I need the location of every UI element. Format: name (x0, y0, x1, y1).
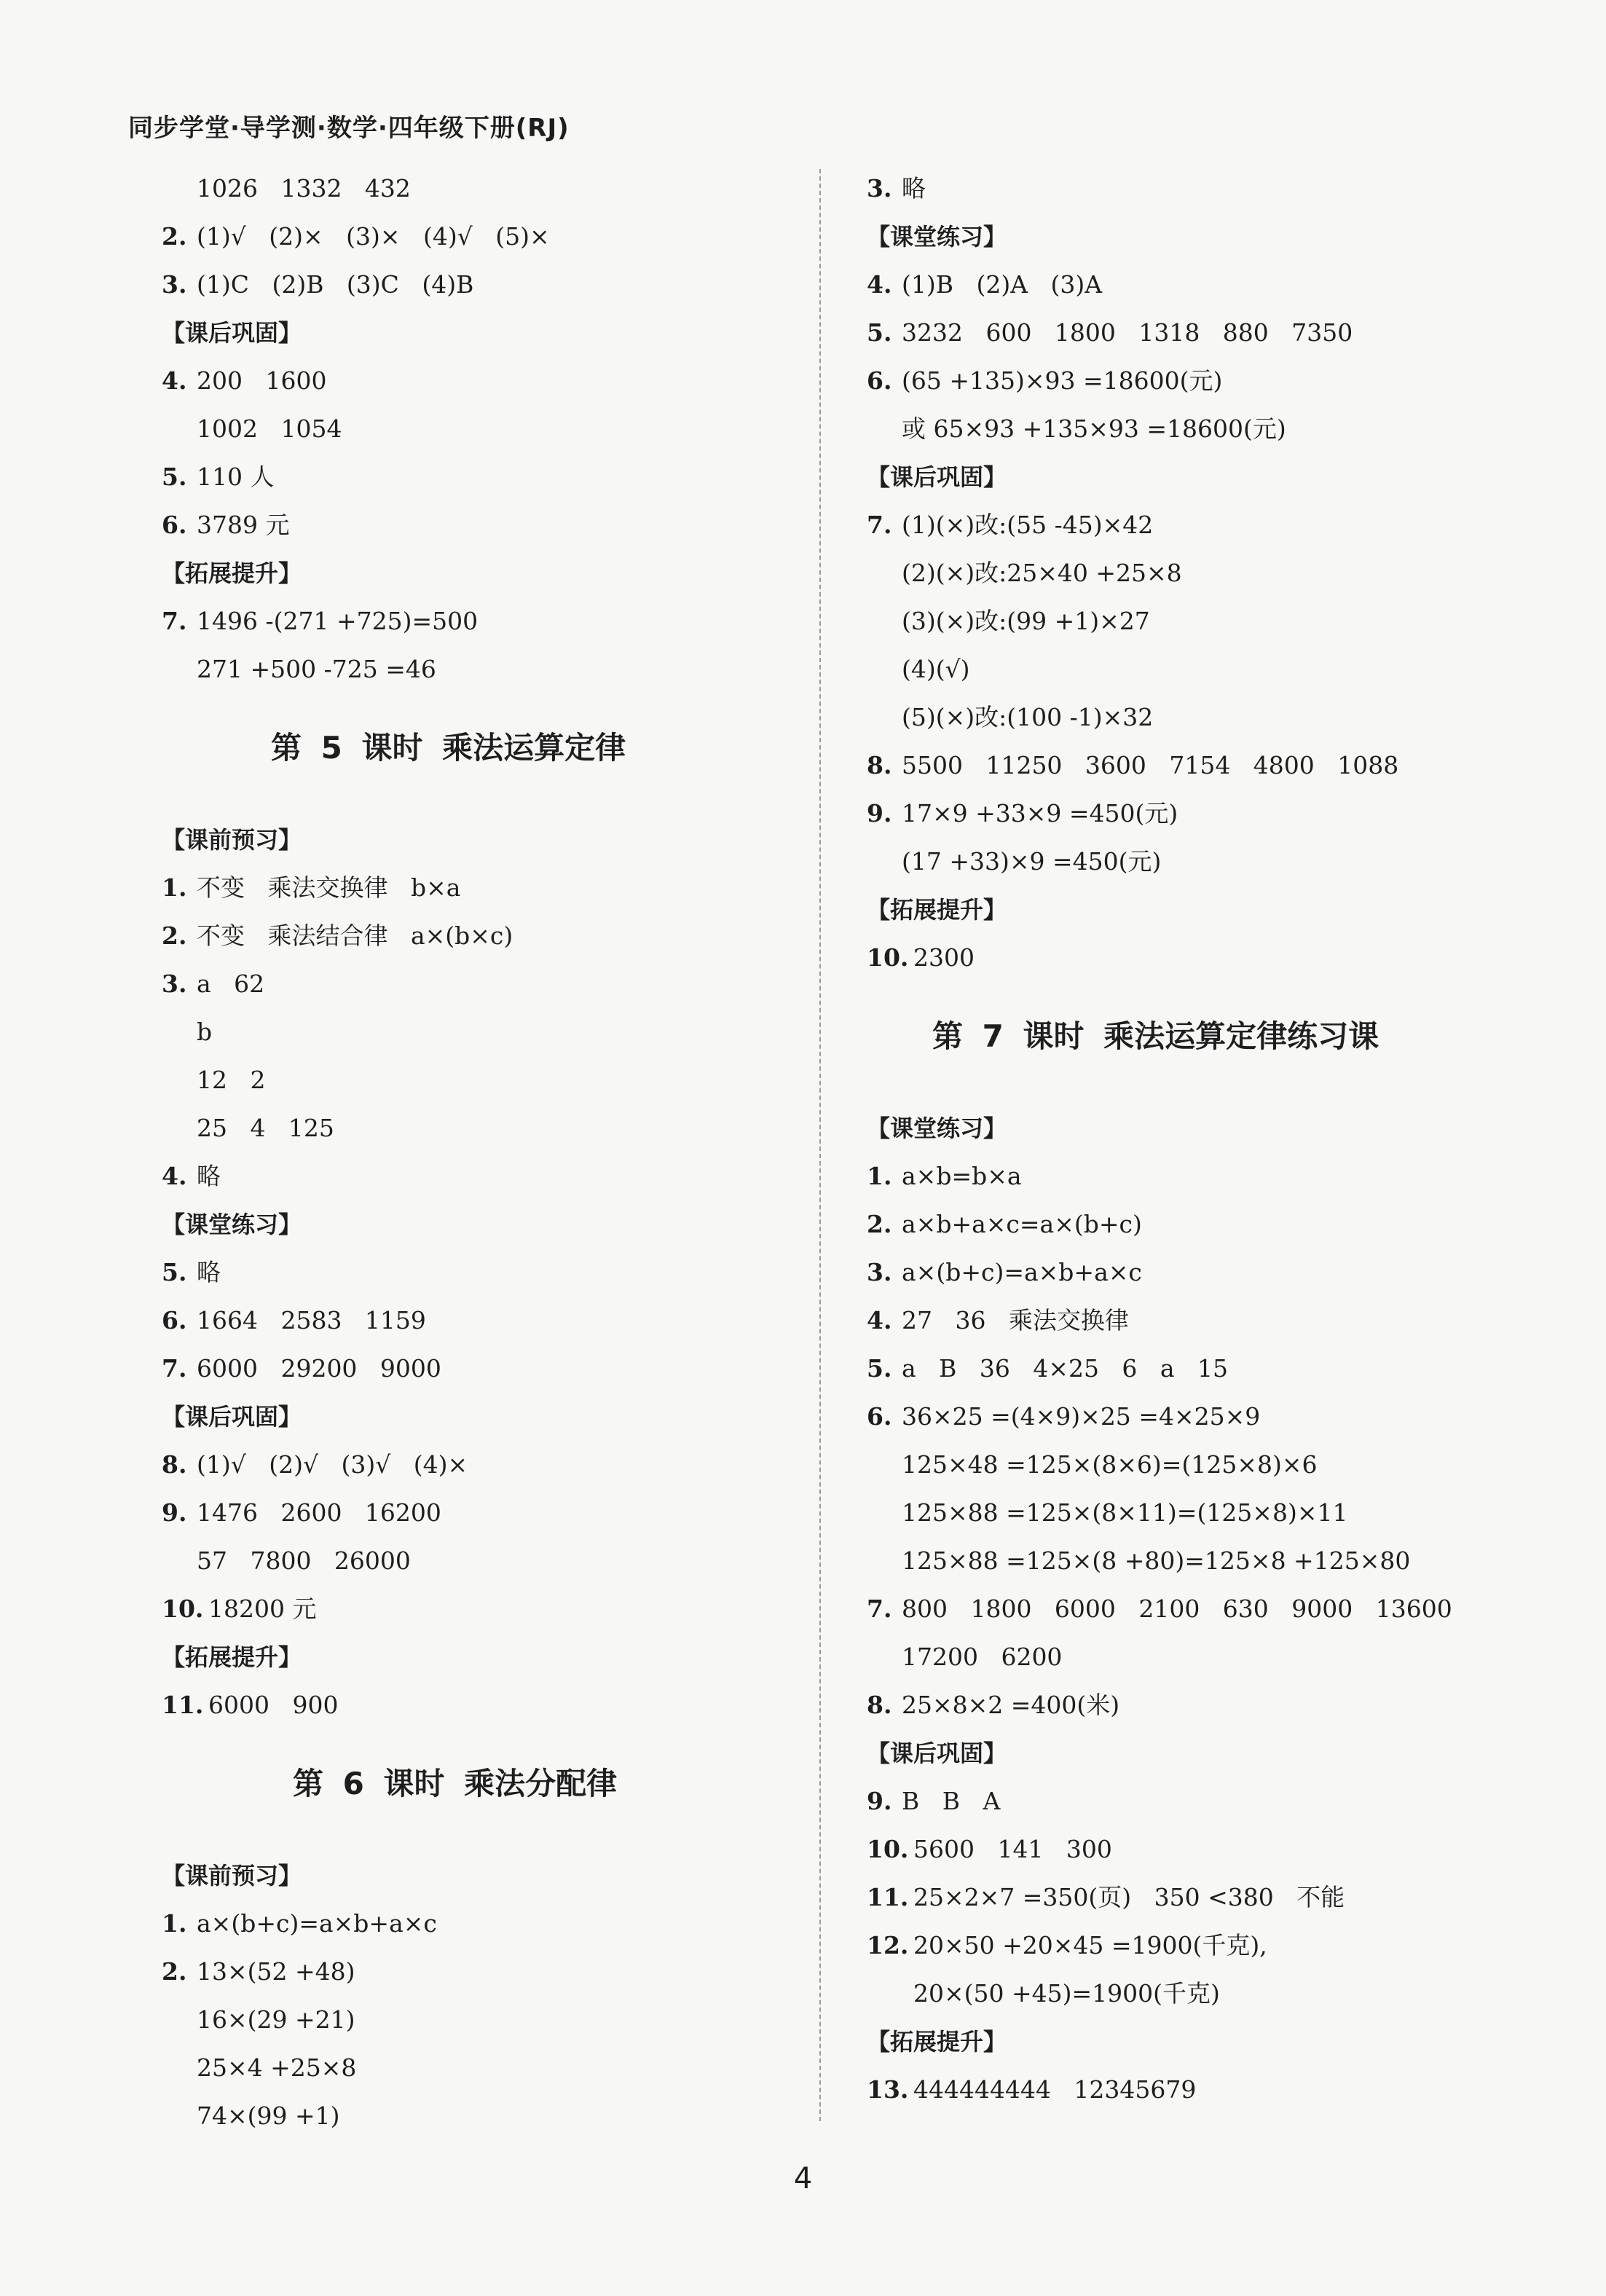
answer-line (162, 1900, 803, 1948)
column-divider (819, 169, 821, 2121)
section-label: 【课堂练习】 (867, 1114, 1007, 1142)
item-number: 5. (867, 318, 892, 347)
item-number: 6. (162, 511, 187, 539)
answer-line (867, 934, 1508, 982)
answer-line (867, 790, 1508, 838)
lesson-title: 第 5 课时 乘法运算定律 (271, 730, 626, 766)
answer-text: 5500 11250 3600 7154 4800 1088 (902, 751, 1399, 779)
answer-text: 13×(52 +48) (197, 1957, 355, 1986)
answer-text: 不变 乘法结合律 a×(b×c) (197, 921, 513, 950)
answer-text: 略 (197, 1258, 221, 1286)
answer-line (162, 1152, 803, 1200)
answer-text: 3789 元 (197, 511, 290, 539)
answer-line: 74×(99 +1) (197, 2102, 340, 2130)
answer-line: 25×4 +25×8 (197, 2053, 357, 2082)
item-number: 7. (867, 1595, 892, 1623)
answer-line (162, 1249, 803, 1297)
item-number: 11. (867, 1883, 909, 1911)
item-number: 5. (162, 1258, 187, 1286)
answer-text: 2300 (913, 943, 975, 972)
item-number: 9. (867, 1787, 892, 1815)
section-label: 【拓展提升】 (867, 896, 1007, 924)
answer-line (162, 1585, 803, 1633)
answer-line (867, 1874, 1508, 1922)
answer-text: 6000 900 (208, 1691, 339, 1719)
answer-text: a×b=b×a (902, 1162, 1022, 1190)
answer-line (162, 501, 803, 549)
answer-line (162, 261, 803, 309)
item-number: 1. (867, 1162, 892, 1190)
answer-line (162, 1297, 803, 1345)
item-number: 8. (867, 751, 892, 779)
answer-line (867, 1393, 1508, 1441)
section-label: 【课堂练习】 (162, 1211, 302, 1238)
item-number: 7. (162, 1354, 187, 1383)
answer-text: (1)√ (2)× (3)× (4)√ (5)× (197, 222, 550, 251)
answer-line (867, 357, 1508, 405)
item-number: 12. (867, 1931, 909, 1959)
answer-line: 12 2 (197, 1066, 266, 1094)
answer-text: (1)B (2)A (3)A (902, 270, 1103, 299)
item-number: 1. (162, 873, 187, 902)
item-number: 2. (162, 1957, 187, 1986)
answer-text: 25×8×2 =400(米) (902, 1691, 1120, 1719)
answer-text: 略 (902, 174, 926, 203)
item-number: 3. (162, 970, 187, 998)
item-number: 5. (867, 1354, 892, 1383)
answer-line (867, 501, 1508, 549)
answer-line (867, 1200, 1508, 1249)
page-number: 4 (793, 2162, 813, 2195)
answer-text: (1)C (2)B (3)C (4)B (197, 270, 474, 299)
answer-line (867, 1249, 1508, 1297)
item-number: 6. (867, 366, 892, 395)
answer-text: 5600 141 300 (913, 1835, 1112, 1863)
item-number: 5. (162, 463, 187, 491)
answer-text: 36×25 =(4×9)×25 =4×25×9 (902, 1402, 1261, 1431)
right-column (867, 165, 1508, 2114)
item-number: 10. (867, 943, 909, 972)
answer-line (162, 1489, 803, 1537)
item-number: 9. (867, 799, 892, 827)
answer-text: 18200 元 (208, 1595, 317, 1623)
answer-line (867, 1825, 1508, 1874)
page-header: 同步学堂·导学测·数学·四年级下册(RJ) (128, 114, 570, 143)
item-number: 2. (162, 921, 187, 950)
answer-text: 1476 2600 16200 (197, 1498, 441, 1527)
answer-text: a B 36 4×25 6 a 15 (902, 1354, 1229, 1383)
answer-line: 25 4 125 (197, 1114, 334, 1142)
section-label: 【课后巩固】 (162, 319, 302, 347)
item-number: 10. (867, 1835, 909, 1863)
item-number: 6. (162, 1306, 187, 1334)
answer-line (162, 1681, 803, 1729)
lesson-title: 第 7 课时 乘法运算定律练习课 (932, 1018, 1379, 1054)
answer-line (867, 1922, 1508, 1970)
answer-line (867, 2066, 1508, 2114)
section-label: 【课后巩固】 (867, 463, 1007, 491)
answer-line (867, 1297, 1508, 1345)
section-label: 【课前预习】 (162, 826, 302, 854)
answer-text: 20×50 +20×45 =1900(千克), (913, 1931, 1267, 1959)
item-number: 10. (162, 1595, 204, 1623)
item-number: 4. (867, 270, 892, 299)
item-number: 8. (162, 1450, 187, 1479)
answer-line (867, 309, 1508, 357)
answer-line: 20×(50 +45)=1900(千克) (913, 1979, 1220, 2008)
answer-line: 16×(29 +21) (197, 2005, 355, 2034)
section-label: 【课后巩固】 (867, 1739, 1007, 1767)
item-number: 3. (867, 1258, 892, 1286)
lesson-title: 第 6 课时 乘法分配律 (293, 1766, 618, 1801)
answer-line (162, 1345, 803, 1393)
answer-line (162, 912, 803, 960)
answer-text: a×(b+c)=a×b+a×c (197, 1909, 437, 1938)
answer-line: 57 7800 26000 (197, 1546, 411, 1575)
answer-text: a×b+a×c=a×(b+c) (902, 1210, 1142, 1238)
section-label: 【拓展提升】 (162, 1643, 302, 1671)
answer-line (162, 597, 803, 645)
answer-line: 125×88 =125×(8×11)=(125×8)×11 (902, 1498, 1348, 1527)
item-number: 2. (867, 1210, 892, 1238)
answer-line (867, 742, 1508, 790)
answer-line (867, 1777, 1508, 1825)
answer-line (162, 357, 803, 405)
answer-text: 800 1800 6000 2100 630 9000 13600 (902, 1595, 1452, 1623)
answer-line (867, 1681, 1508, 1729)
section-label: 【课后巩固】 (162, 1403, 302, 1431)
answer-line (867, 1585, 1508, 1633)
item-number: 9. (162, 1498, 187, 1527)
answer-line: 1002 1054 (197, 414, 342, 443)
answer-line: 17200 6200 (902, 1643, 1063, 1671)
answer-line (867, 1152, 1508, 1200)
answer-line: (4)(√) (902, 655, 970, 683)
answer-text: 27 36 乘法交换律 (902, 1306, 1129, 1334)
section-label: 【课堂练习】 (867, 223, 1007, 251)
answer-line (162, 1948, 803, 1996)
answer-line: (5)(×)改:(100 -1)×32 (902, 703, 1154, 731)
item-number: 7. (162, 607, 187, 635)
answer-line: 1026 1332 432 (197, 174, 411, 203)
answer-line (162, 453, 803, 501)
answer-line (162, 213, 803, 261)
item-number: 2. (162, 222, 187, 251)
item-number: 6. (867, 1402, 892, 1431)
answer-text: (1)(×)改:(55 -45)×42 (902, 511, 1154, 539)
item-number: 13. (867, 2075, 909, 2104)
answer-line: 125×48 =125×(8×6)=(125×8)×6 (902, 1450, 1318, 1479)
item-number: 3. (162, 270, 187, 299)
item-number: 4. (162, 1162, 187, 1190)
answer-text: 3232 600 1800 1318 880 7350 (902, 318, 1353, 347)
answer-text: 200 1600 (197, 366, 327, 395)
item-number: 4. (162, 366, 187, 395)
answer-line: 或 65×93 +135×93 =18600(元) (902, 414, 1286, 443)
answer-text: (65 +135)×93 =18600(元) (902, 366, 1223, 395)
answer-line (162, 960, 803, 1008)
answer-text: (1)√ (2)√ (3)√ (4)× (197, 1450, 468, 1479)
answer-line (162, 1441, 803, 1489)
answer-text: 1496 -(271 +725)=500 (197, 607, 479, 635)
answer-line: 125×88 =125×(8 +80)=125×8 +125×80 (902, 1546, 1411, 1575)
answer-text: 17×9 +33×9 =450(元) (902, 799, 1178, 827)
answer-line (867, 1345, 1508, 1393)
item-number: 1. (162, 1909, 187, 1938)
item-number: 11. (162, 1691, 204, 1719)
answer-text: 444444444 12345679 (913, 2075, 1197, 2104)
answer-line (162, 864, 803, 912)
answer-text: B B A (902, 1787, 1001, 1815)
answer-text: 25×2×7 =350(页) 350 <380 不能 (913, 1883, 1345, 1911)
section-label: 【拓展提升】 (162, 559, 302, 587)
left-column (162, 165, 803, 2140)
answer-line: (17 +33)×9 =450(元) (902, 847, 1162, 876)
item-number: 7. (867, 511, 892, 539)
answer-line (867, 165, 1508, 213)
answer-line: 271 +500 -725 =46 (197, 655, 436, 683)
item-number: 3. (867, 174, 892, 203)
item-number: 8. (867, 1691, 892, 1719)
item-number: 4. (867, 1306, 892, 1334)
answer-text: 1664 2583 1159 (197, 1306, 426, 1334)
answer-text: 6000 29200 9000 (197, 1354, 441, 1383)
section-label: 【拓展提升】 (867, 2028, 1007, 2056)
answer-text: 略 (197, 1162, 221, 1190)
answer-line: b (197, 1018, 213, 1046)
answer-line: (3)(×)改:(99 +1)×27 (902, 607, 1150, 635)
answer-text: 110 人 (197, 463, 275, 491)
section-label: 【课前预习】 (162, 1862, 302, 1890)
answer-text: a 62 (197, 970, 265, 998)
answer-line (867, 261, 1508, 309)
answer-text: 不变 乘法交换律 b×a (197, 873, 461, 902)
answer-text: a×(b+c)=a×b+a×c (902, 1258, 1142, 1286)
answer-line: (2)(×)改:25×40 +25×8 (902, 559, 1182, 587)
